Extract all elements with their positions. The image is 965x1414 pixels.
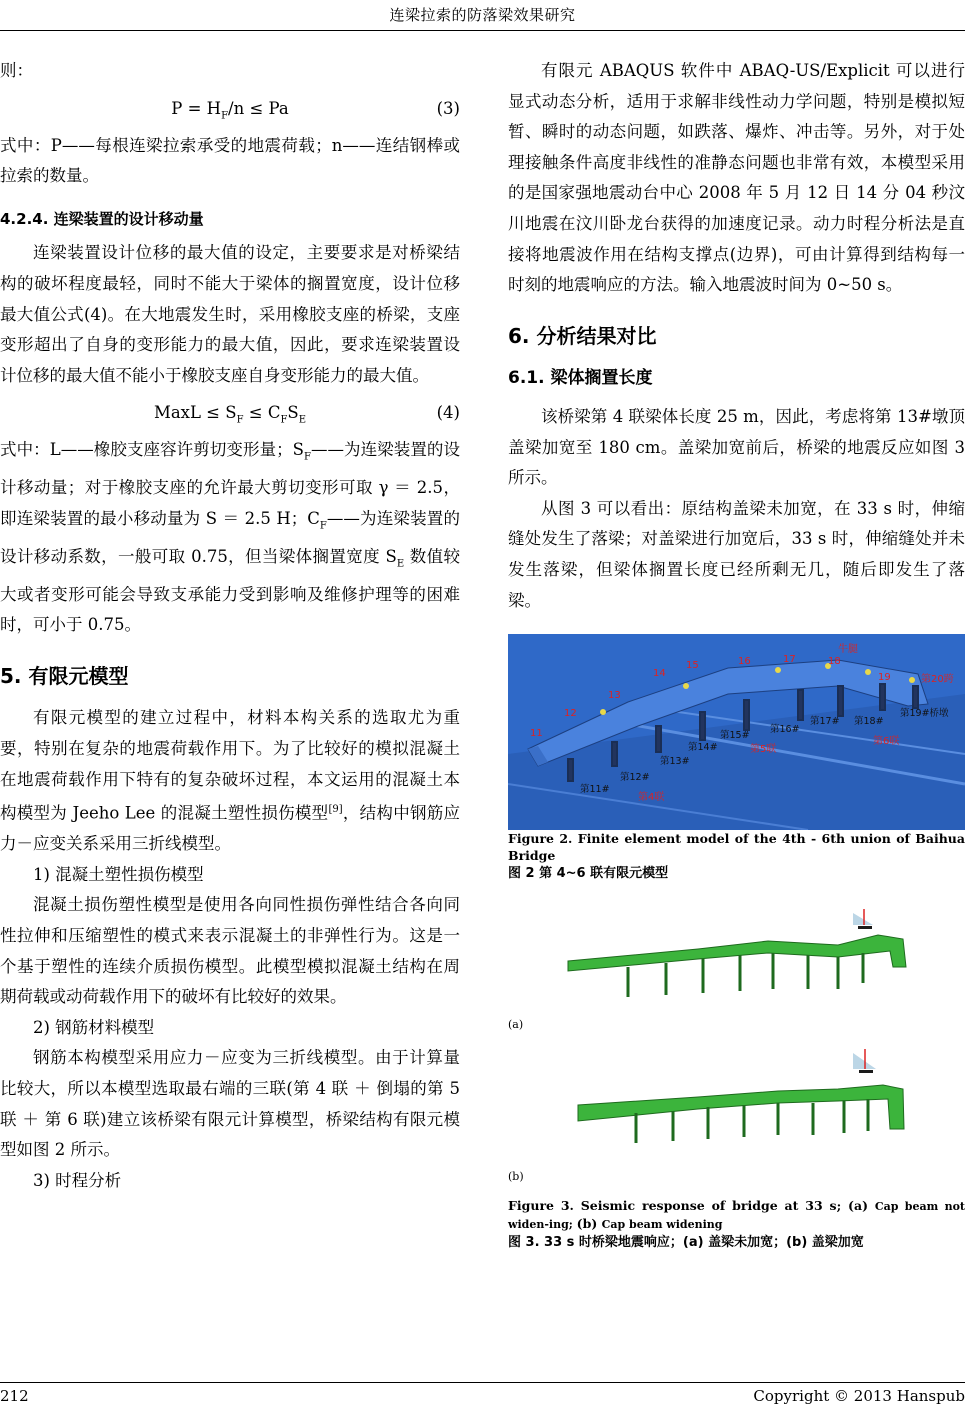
- figure-3b: [508, 1047, 965, 1169]
- niutui-label: 牛腿: [838, 644, 858, 656]
- figure-2-caption-en: Figure 2. Finite element model of the 4th - 6th union of Baihua Bridge: [508, 831, 965, 864]
- pier-label: 第17#: [810, 716, 840, 728]
- figure-2-model: [508, 634, 965, 830]
- figure-3-caption-cn: 图 3. 33 s 时桥梁地震响应；(a) 盖梁未加宽；(b) 盖梁加宽: [508, 1235, 864, 1251]
- unit-4-label: 第4联: [638, 792, 665, 804]
- pier-label: 第12#: [620, 772, 650, 784]
- right-column: [508, 56, 965, 1252]
- heading-4-2-4: 4.2.4. 连梁装置的设计移动量: [0, 209, 204, 228]
- unit-5-label: 第5联: [750, 744, 777, 756]
- equation-4: MaxL ≤ $S_F \le C_FS_E$ (4): [0, 391, 460, 435]
- para-ze: 则：: [0, 61, 33, 80]
- running-header: 连梁拉索的防落梁效果研究: [389, 6, 576, 24]
- pier-label: 第18#: [854, 716, 884, 728]
- figure-2-svg: [508, 634, 965, 830]
- para-abaqus: 有限元 ABAQUS 软件中 ABAQ-US/Explicit 可以进行显式动态分析，适用于求解非线性动力学问题，特别是模拟短暂、瞬时的动态问题，如跌落、爆炸、冲击等。另外，对于处理接触条件高度非线性的准静态问题也非常有效，本模型采用的是国家强地震动台中心 2008 年 5 月 12 日 14 分 04 秒汶川地震在汶川卧龙台获得的加速度记录。动力时程分析法是直接将地震波作用在结构支撑点(边界)，可由计算得到结构每一时刻的地震响应的方法。输入地震波时间为 0~50 s。: [508, 61, 965, 295]
- span-20-label: 第20跨: [921, 674, 954, 686]
- span-label: 12: [564, 708, 577, 720]
- copyright: Copyright © 2013 Hanspub: [753, 1387, 965, 1405]
- span-label: 11: [530, 728, 543, 740]
- figure-3a-svg: [508, 905, 965, 1017]
- equation-3: $P = H_F/n \le Pa$ (3): [0, 87, 460, 131]
- heading-6: 6. 分析结果对比: [508, 323, 657, 348]
- equation-number: (3): [436, 98, 460, 118]
- footer-rule: [0, 1382, 965, 1383]
- para-eq4-desc: 式中：L——橡胶支座容许剪切变形量；$S_F——$为连梁装置的设计移动量；对于橡胶支座的允许最大剪切变形可取 γ ＝ 2.5，即连梁装置的最小移动量为 S ＝ 2.5 H；$C_F——$为连梁装置的设计移动系数，一般可取 0.75，但当梁体搁置宽度 $S_E$ 数值较大或者变形可能会导致支承能力受到影响及维修护理等的困难时，可小于 0.75。: [0, 440, 461, 635]
- left-column: [0, 56, 460, 1196]
- pier-label: 第11#: [580, 784, 610, 796]
- para-item-2: 钢筋本构模型采用应力－应变为三折线模型。由于计算量比较大，所以本模型选取最右端的三联(第 4 联 ＋ 倒塌的第 5 联 ＋ 第 6 联)建立该桥梁有限元计算模型，桥梁结构有限元模型如图 2 所示。: [0, 1048, 460, 1160]
- span-label: 15: [686, 660, 699, 672]
- para-6-1-b: 从图 3 可以看出：原结构盖梁未加宽，在 33 s 时，伸缩缝处发生了落梁；对盖梁进行加宽后，33 s 时，伸缩缝处并未发生落梁，但梁体搁置长度已经所剩无几，随后即发生了落梁。: [508, 498, 965, 610]
- pier-label: 第19#桥墩: [900, 708, 949, 720]
- unit-6-label: 第6联: [873, 736, 900, 748]
- pier-label: 第15#: [720, 730, 750, 742]
- pier-label: 第14#: [688, 742, 718, 754]
- page-number: 212: [0, 1387, 29, 1405]
- figure-3b-svg: [508, 1047, 965, 1169]
- heading-5: 5. 有限元模型: [0, 663, 129, 688]
- para-4-2-4: 连梁装置设计位移的最大值的设定，主要要求是对桥梁结构的破坏程度最轻，同时不能大于梁体的搁置宽度，设计位移最大值公式(4)。在大地震发生时，采用橡胶支座的桥梁，支座变形超出了自身的变形能力的最大值，因此，要求连梁装置设计位移的最大值不能小于橡胶支座自身变形能力的最大值。: [0, 243, 460, 385]
- list-item-3: 3) 时程分析: [33, 1170, 122, 1190]
- span-label: 19: [878, 672, 891, 684]
- equation-number: (4): [436, 403, 460, 423]
- list-item-2: 2) 钢筋材料模型: [33, 1017, 155, 1037]
- pier-label: 第16#: [770, 724, 800, 736]
- header-rule: [0, 30, 965, 31]
- figure-3b-label: (b): [508, 1170, 524, 1184]
- figure-2-caption-cn: 图 2 第 4~6 联有限元模型: [508, 866, 669, 882]
- span-label: 16: [738, 656, 751, 668]
- para-6-1-a: 该桥梁第 4 联梁体长度 25 m，因此，考虑将第 13#墩顶盖梁加宽至 180 cm。盖梁加宽前后，桥梁的地震反应如图 3 所示。: [508, 406, 965, 488]
- pier-label: 第13#: [660, 756, 690, 768]
- span-label: 18: [828, 656, 841, 668]
- span-label: 14: [653, 668, 666, 680]
- span-label: 17: [783, 654, 796, 666]
- figure-3-caption-en: Figure 3. Seismic response of bridge at 33 s; (a) Cap beam not widen-ing; (b) Cap beam widening: [508, 1198, 965, 1232]
- figure-3a: [508, 905, 965, 1017]
- para-item-1: 混凝土损伤塑性模型是使用各向同性损伤弹性结合各向同性拉伸和压缩塑性的模式来表示混凝土的非弹性行为。这是一个基于塑性的连续介质损伤模型。此模型模拟混凝土结构在周期荷载或动荷载作用下的破坏有比较好的效果。: [0, 895, 460, 1007]
- figure-3a-label: (a): [508, 1018, 524, 1032]
- heading-6-1: 6.1. 梁体搁置长度: [508, 368, 653, 389]
- para-5: 有限元模型的建立过程中，材料本构关系的选取尤为重要，特别在复杂的地震荷载作用下。为了比较好的模拟混凝土在地震荷载作用下特有的复杂破坏过程，本文运用的混凝土本构模型为 Jeeho Lee 的混凝土塑性损伤模型[9]，结构中钢筋应力－应变关系采用三折线模型。: [0, 708, 460, 854]
- list-item-1: 1) 混凝土塑性损伤模型: [33, 864, 204, 884]
- span-label: 13: [608, 690, 621, 702]
- para-eq3-desc: 式中：P——每根连梁拉索承受的地震荷载；n——连结钢棒或拉索的数量。: [0, 135, 460, 186]
